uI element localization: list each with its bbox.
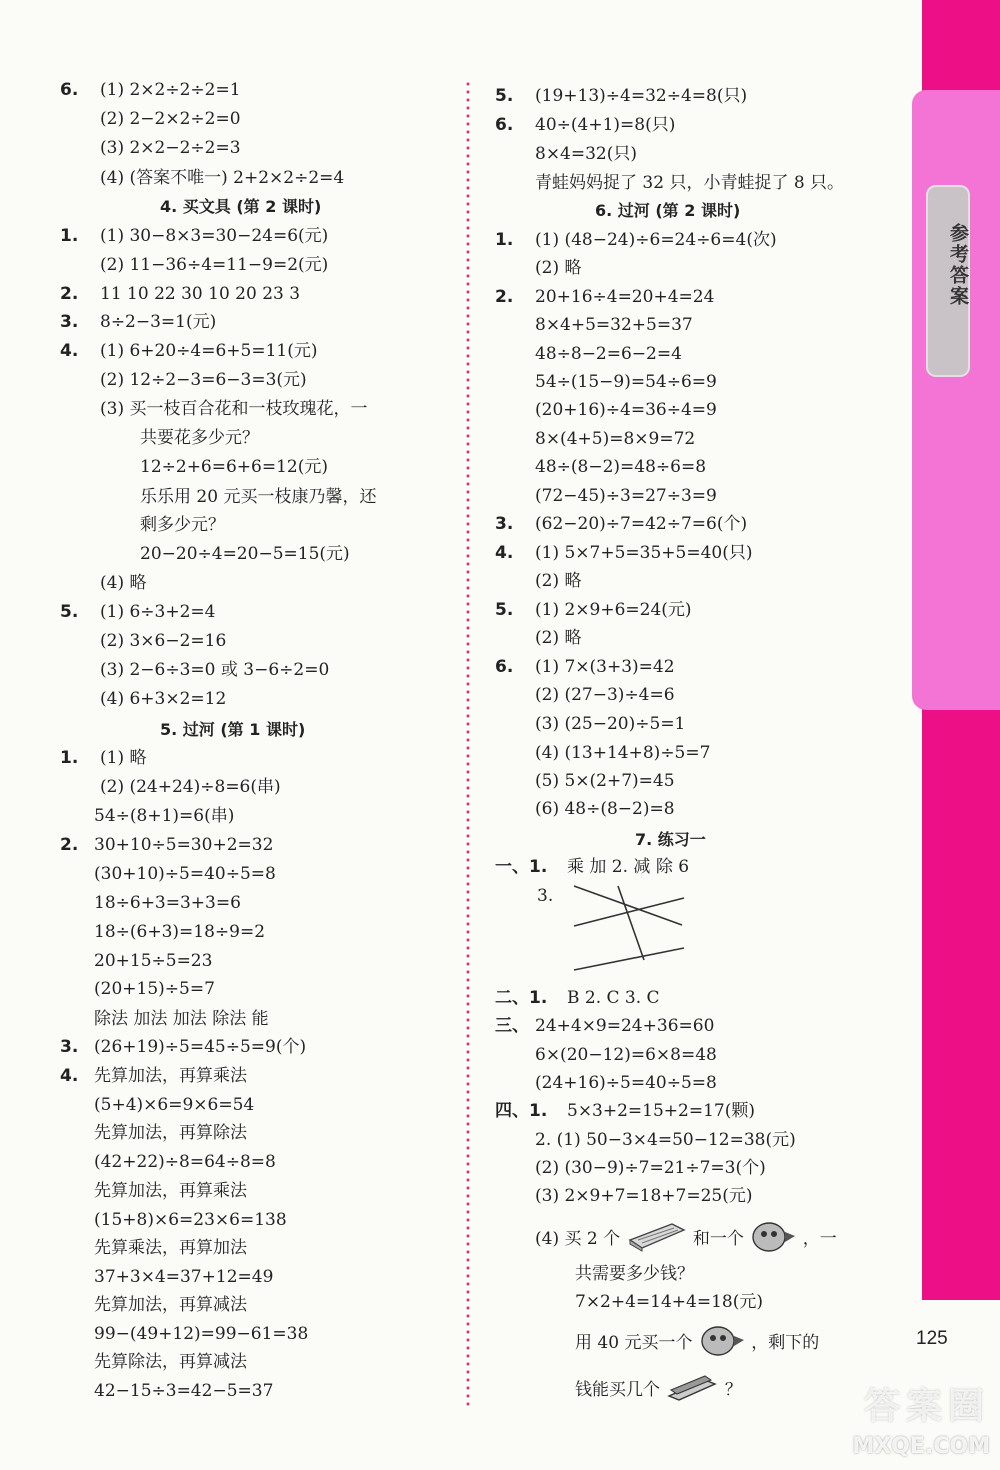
q4-4-line1 (535, 1218, 837, 1261)
q4-4-line5 (575, 1372, 742, 1409)
answer-line: (1) 30−8×3=30−24=6(元) (100, 226, 329, 246)
answer-line: 3. (537, 886, 554, 906)
answer-line: 先算加法，再算减法 (94, 1295, 247, 1315)
answer-line: (2) (27−3)÷4=6 (535, 685, 675, 705)
question-number: 二、1. (495, 988, 548, 1008)
answer-line: (1) 2×2÷2÷2=1 (100, 80, 241, 100)
section-heading: 6. 过河 (第 2 课时) (595, 201, 741, 220)
question-number: 4. (60, 341, 79, 361)
matching-lines-diagram (570, 880, 690, 975)
answer-line: (3) 2−6÷3=0 或 3−6÷2=0 (100, 660, 330, 680)
answer-line: 先算加法，再算乘法 (94, 1181, 247, 1201)
question-number: 4. (60, 1066, 79, 1086)
answer-line: (1) (48−24)÷6=24÷6=4(次) (535, 230, 777, 250)
answer-line: (1) 6+20÷4=6+5=11(元) (100, 341, 318, 361)
q4-4-text-line5b: ？ (724, 1380, 742, 1400)
answer-line: (2) 2−2×2÷2=0 (100, 109, 241, 129)
answer-line: (26+19)÷5=45÷5=9(个) (94, 1037, 307, 1057)
answer-line: (2) 略 (535, 628, 582, 648)
answer-line: 5×3+2=15+2=17(颗) (567, 1101, 756, 1121)
answer-line: (3) 2×9+7=18+7=25(元) (535, 1186, 753, 1206)
answer-line: (4) (答案不唯一) 2+2×2÷2=4 (100, 168, 345, 188)
q4-4-line3: 7×2+4=14+4=18(元) (575, 1292, 764, 1312)
question-number: 5. (495, 600, 514, 620)
question-number: 6. (495, 657, 514, 677)
answer-line: (1) 7×(3+3)=42 (535, 657, 675, 677)
question-number: 1. (495, 230, 514, 250)
answer-line: 先算乘法，再算加法 (94, 1238, 247, 1258)
question-number: 1. (60, 226, 79, 246)
answer-line: (19+13)÷4=32÷4=8(只) (535, 86, 748, 106)
answer-line: 除法 加法 加法 除法 能 (94, 1009, 269, 1029)
answer-line: 54÷(8+1)=6(串) (94, 806, 235, 826)
answer-line: (2) (30−9)÷7=21÷7=3(个) (535, 1158, 766, 1178)
answer-line: (15+8)×6=23×6=138 (94, 1210, 287, 1230)
q4-4-line4 (575, 1322, 819, 1365)
answer-line: (20+16)÷4=36÷4=9 (535, 400, 717, 420)
answer-line: 先算加法，再算除法 (94, 1123, 247, 1143)
question-number: 6. (495, 115, 514, 135)
answer-line: 先算加法，再算乘法 (94, 1066, 247, 1086)
answer-line: (3) 2×2−2÷2=3 (100, 138, 241, 158)
answer-line: 18÷(6+3)=18÷9=2 (94, 922, 266, 942)
section-heading: 7. 练习一 (635, 830, 706, 849)
question-number: 2. (60, 835, 79, 855)
answer-line: 乐乐用 20 元买一枝康乃馨，还 (140, 487, 377, 507)
question-number: 三、 (495, 1016, 529, 1036)
question-number: 6. (60, 80, 79, 100)
q4-4-text-c: ，一 (802, 1229, 837, 1249)
q4-4-text-b: 和一个 (692, 1229, 744, 1249)
answer-line: 30+10÷5=30+2=32 (94, 835, 274, 855)
answer-line: 12÷2+6=6+6=12(元) (140, 457, 329, 477)
question-number: 2. (60, 284, 79, 304)
answer-line: 共要花多少元？ (140, 428, 259, 448)
question-number: 5. (495, 86, 514, 106)
answer-line: (1) 6÷3+2=4 (100, 602, 216, 622)
answer-line: (2) 略 (535, 258, 582, 278)
answer-line: (2) 3×6−2=16 (100, 631, 227, 651)
answer-line: 48÷8−2=6−2=4 (535, 344, 682, 364)
column-divider (465, 80, 471, 1410)
answer-line: (4) 6+3×2=12 (100, 689, 227, 709)
answer-line: (5) 5×(2+7)=45 (535, 771, 675, 791)
watermark-logo: 答案圈 (863, 1386, 990, 1427)
answer-line: 42−15÷3=42−5=37 (94, 1381, 274, 1401)
answer-line: (2) (24+24)÷8=6(串) (100, 777, 281, 797)
answer-line: 乘 加 2. 减 除 6 (567, 857, 690, 877)
answer-line: (42+22)÷8=64÷8=8 (94, 1152, 276, 1172)
q4-4-line2: 共需要多少钱？ (575, 1264, 694, 1284)
answer-line: 6×(20−12)=6×8=48 (535, 1045, 717, 1065)
answer-line: 48÷(8−2)=48÷6=8 (535, 457, 707, 477)
answer-line: 20−20÷4=20−5=15(元) (140, 544, 350, 564)
answer-line: (20+15)÷5=7 (94, 979, 215, 999)
answer-line: (2) 12÷2−3=6−3=3(元) (100, 370, 307, 390)
question-number: 3. (495, 514, 514, 534)
answer-line: 先算除法，再算减法 (94, 1352, 247, 1372)
answer-line: (4) 略 (100, 573, 147, 593)
answer-line: (1) 5×7+5=35+5=40(只) (535, 543, 753, 563)
answer-line: 54÷(15−9)=54÷6=9 (535, 372, 717, 392)
answer-line: (4) (13+14+8)÷5=7 (535, 743, 711, 763)
answer-line: (2) 11−36÷4=11−9=2(元) (100, 255, 329, 275)
q4-4-text-line4a: 用 40 元买一个 (575, 1333, 693, 1353)
section-heading: 5. 过河 (第 1 课时) (160, 720, 306, 739)
answer-line: (2) 略 (535, 571, 582, 591)
answer-line: 2. (1) 50−3×4=50−12=38(元) (535, 1130, 796, 1150)
question-number: 4. (495, 543, 514, 563)
answer-line: 青蛙妈妈捉了 32 只，小青蛙捉了 8 只。 (535, 173, 845, 193)
question-number: 3. (60, 1037, 79, 1057)
answer-line: (6) 48÷(8−2)=8 (535, 799, 675, 819)
answer-line: 40÷(4+1)=8(只) (535, 115, 676, 135)
answer-line: (1) 略 (100, 748, 147, 768)
pencil-box-icon (626, 1220, 688, 1259)
section-heading: 4. 买文具 (第 2 课时) (160, 197, 322, 216)
answer-tab-label: 参考答案 (947, 223, 969, 307)
answer-line: 18÷6+3=3+3=6 (94, 893, 241, 913)
answer-line: 20+15÷5=23 (94, 951, 213, 971)
question-number: 2. (495, 287, 514, 307)
answer-line: (62−20)÷7=42÷7=6(个) (535, 514, 748, 534)
q4-4-text-line5a: 钱能买几个 (575, 1380, 660, 1400)
answer-line: 11 10 22 30 10 20 23 3 (100, 284, 301, 304)
answer-tab[interactable] (926, 185, 970, 377)
answer-line: (24+16)÷5=40÷5=8 (535, 1073, 717, 1093)
watermark-url: MXQE.COM (852, 1434, 990, 1459)
answer-line: 8×4+5=32+5=37 (535, 315, 693, 335)
question-number: 1. (60, 748, 79, 768)
pencil-sharpener-icon (749, 1218, 797, 1261)
question-number: 3. (60, 312, 79, 332)
sidebar-highlight (912, 90, 1000, 710)
answer-line: 8÷2−3=1(元) (100, 312, 217, 332)
page-number: 125 (916, 1328, 948, 1349)
answer-line: B 2. C 3. C (567, 988, 660, 1008)
answer-line: (30+10)÷5=40÷5=8 (94, 864, 276, 884)
question-number: 四、1. (495, 1101, 548, 1121)
question-number: 5. (60, 602, 79, 622)
answer-line: 99−(49+12)=99−61=38 (94, 1324, 309, 1344)
q4-4-text-line4b: ，剩下的 (751, 1333, 820, 1353)
stapler-icon (665, 1372, 719, 1409)
q4-4-text-a: (4) 买 2 个 (535, 1229, 621, 1249)
answer-line: 8×(4+5)=8×9=72 (535, 429, 696, 449)
answer-line: 剩多少元？ (140, 515, 225, 535)
answer-line: 24+4×9=24+36=60 (535, 1016, 715, 1036)
answer-line: 20+16÷4=20+4=24 (535, 287, 715, 307)
question-number: 一、1. (495, 857, 548, 877)
answer-line: (3) 买一枝百合花和一枝玫瑰花，一 (100, 399, 368, 419)
answer-line: (3) (25−20)÷5=1 (535, 714, 686, 734)
answer-line: 8×4=32(只) (535, 144, 638, 164)
answer-line: 37+3×4=37+12=49 (94, 1267, 274, 1287)
answer-line: (1) 2×9+6=24(元) (535, 600, 692, 620)
answer-line: (72−45)÷3=27÷3=9 (535, 486, 717, 506)
answer-line: (5+4)×6=9×6=54 (94, 1095, 255, 1115)
pencil-sharpener-icon-2 (698, 1322, 746, 1365)
